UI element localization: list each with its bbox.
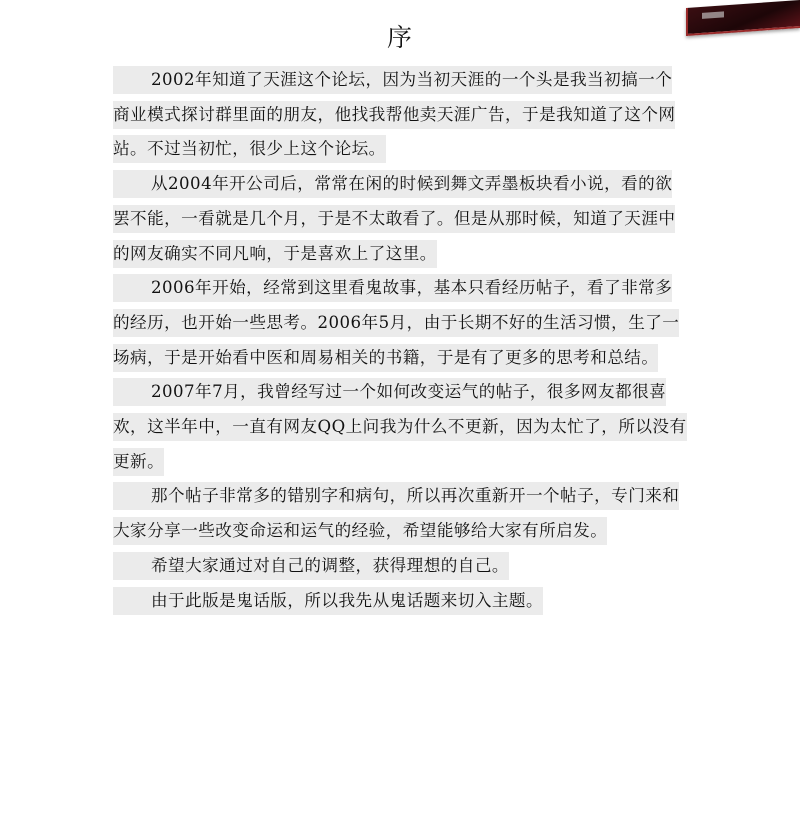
paragraph-1: 2002年知道了天涯这个论坛，因为当初天涯的一个头是我当初搞一个商业模式探讨群里面的朋友，他找我帮他卖天涯广告，于是我知道了这个网站。不过当初忙，很少上这个论坛。 — [113, 63, 687, 167]
corner-decoration-detail — [702, 11, 724, 19]
paragraph-4: 2007年7月，我曾经写过一个如何改变运气的帖子，很多网友都很喜欢，这半年中，一直有网友QQ上问我为什么不更新，因为太忙了，所以没有更新。 — [113, 375, 687, 479]
paragraph-6: 希望大家通过对自己的调整，获得理想的自己。 — [113, 549, 687, 584]
paragraph-2: 从2004年开公司后，常常在闲的时候到舞文弄墨板块看小说，看的欲罢不能，一看就是几个月，于是不太敢看了。但是从那时候，知道了天涯中的网友确实不同凡响，于是喜欢上了这里。 — [113, 167, 687, 271]
paragraph-7: 由于此版是鬼话版，所以我先从鬼话题来切入主题。 — [113, 584, 687, 619]
paragraph-5: 那个帖子非常多的错别字和病句，所以再次重新开一个帖子，专门来和大家分享一些改变命运和运气的经验，希望能够给大家有所启发。 — [113, 479, 687, 548]
document-body — [113, 63, 687, 618]
page-title: 序 — [386, 23, 413, 52]
paragraph-3: 2006年开始，经常到这里看鬼故事，基本只看经历帖子，看了非常多的经历，也开始一些思考。2006年5月，由于长期不好的生活习惯，生了一场病，于是开始看中医和周易相关的书籍，于是有了更多的思考和总结。 — [113, 271, 687, 375]
